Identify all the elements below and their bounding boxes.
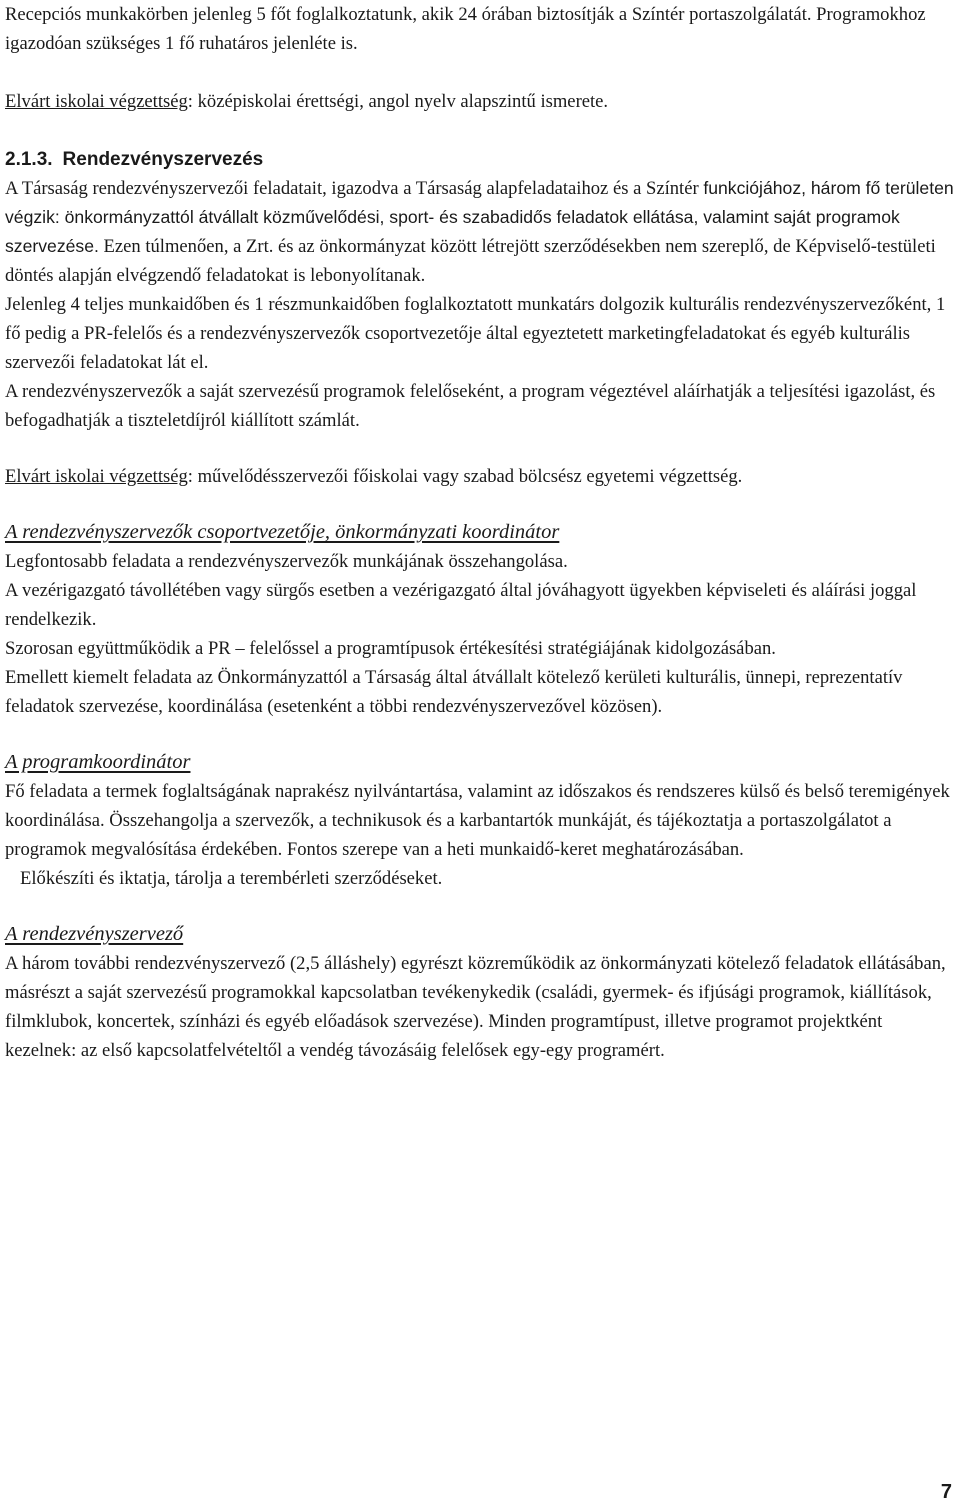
education-text: : művelődésszervezői főiskolai vagy szabad bölcsész egyetemi végzettség. bbox=[187, 466, 743, 487]
education-label: Elvárt iskolai végzettség bbox=[5, 466, 188, 487]
section-paragraph-3: A rendezvényszervezők a saját szervezésű programok felelőseként, a program végeztével aláírhatják a teljesítési igazolást, és befogadhatják a tiszteletdíjról kiállított számlát. bbox=[5, 381, 936, 431]
page-number: 7 bbox=[940, 1481, 952, 1503]
section-paragraph-2: Jelenleg 4 teljes munkaidőben és 1 részmunkaidőben foglalkoztatott munkatárs dolgozik kulturális rendezvényszervezőként, 1 fő pedig a PR-felelős és a rendezvényszervezők csoportvezetője által egyeztetett marketingfeladatokat és egyéb kulturális szervezői feladatokat lát el. bbox=[5, 294, 946, 373]
program-coordinator-paragraph-1: Fő feladata a termek foglaltságának naprakész nyilvántartása, valamint az időszakos és rendszeres külső és belső teremigények koordinálása. Összehangolja a szervezők, a technikusok és a karbantartók munkáját, és tájékoztatja a portaszolgálatot a programok megvalósítása érdekében. Fontos szerepe van a heti munkaidő-keret meghatározásában. bbox=[5, 781, 950, 860]
section-number: 2.1.3. bbox=[5, 149, 53, 170]
section-paragraph-1: A Társaság rendezvényszervezői feladatait, igazodva a Társaság alapfeladataihoz és a Színtér funkciójához, három fő területen végzik: önkormányzattól átvállalt közművelődési, sport- és szabadidős feladatok ellátása, valamint saját programok szervezése. Ezen túlmenően, a Zrt. és az önkormányzat között létrejött szerződésekben nem szereplő, de Képviselő-testületi döntés alapján elvégzendő feladatokat is lebonyolítanak. bbox=[5, 178, 954, 286]
document-page bbox=[5, 0, 955, 1065]
program-coordinator-paragraph-2: Előkészíti és iktatja, tárolja a terembérleti szerződéseket. bbox=[20, 868, 443, 889]
event-organizer-heading: A rendezvényszervező bbox=[5, 923, 184, 945]
group-leader-paragraph-3: Szorosan együttműködik a PR – felelőssel a programtípusok értékesítési stratégiájának kidolgozásában. bbox=[5, 638, 776, 659]
group-leader-paragraph-1: Legfontosabb feladata a rendezvényszervezők munkájának összehangolása. bbox=[5, 551, 568, 572]
group-leader-paragraph-4: Emellett kiemelt feladata az Önkormányzattól a Társaság által átvállalt kötelező kerületi kulturális, ünnepi, reprezentatív feladatok szervezése, koordinálása (esetenként a többi rendezvényszervezővel közösen). bbox=[5, 667, 903, 717]
intro-education-requirement bbox=[5, 87, 955, 116]
education-text: : középiskolai érettségi, angol nyelv alapszintű ismerete. bbox=[187, 91, 609, 112]
education-label: Elvárt iskolai végzettség bbox=[5, 91, 188, 112]
group-leader-heading: A rendezvényszervezők csoportvezetője, önkormányzati koordinátor bbox=[5, 521, 560, 543]
event-organizer-paragraph-1: A három további rendezvényszervező (2,5 álláshely) egyrészt közreműködik az önkormányzati kötelező feladatok ellátásában, másrészt a saját szervezésű programokkal kapcsolatban tevékenykedik (családi, gyermek- és ifjúsági programok, kiállítások, filmklubok, koncertek, színházi és egyéb előadások szervezése). Minden programtípust, illetve programot projektként kezelnek: az első kapcsolatfelvételtől a vendég távozásáig felelősek egy-egy programért. bbox=[5, 953, 946, 1061]
intro-paragraph: Recepciós munkakörben jelenleg 5 főt foglalkoztatunk, akik 24 órában biztosítják a Színtér portaszolgálatát. Programokhoz igazodóan szükséges 1 fő ruhatáros jelenléte is. bbox=[5, 4, 926, 54]
section-heading bbox=[5, 145, 955, 174]
group-leader-paragraph-2: A vezérigazgató távollétében vagy sürgős esetben a vezérigazgató által jóváhagyott ügyekben képviseleti és aláírási joggal rendelkezik. bbox=[5, 580, 917, 630]
section-title: Rendezvényszervezés bbox=[62, 149, 264, 170]
program-coordinator-heading: A programkoordinátor bbox=[5, 751, 191, 773]
section-education-requirement bbox=[5, 462, 955, 491]
